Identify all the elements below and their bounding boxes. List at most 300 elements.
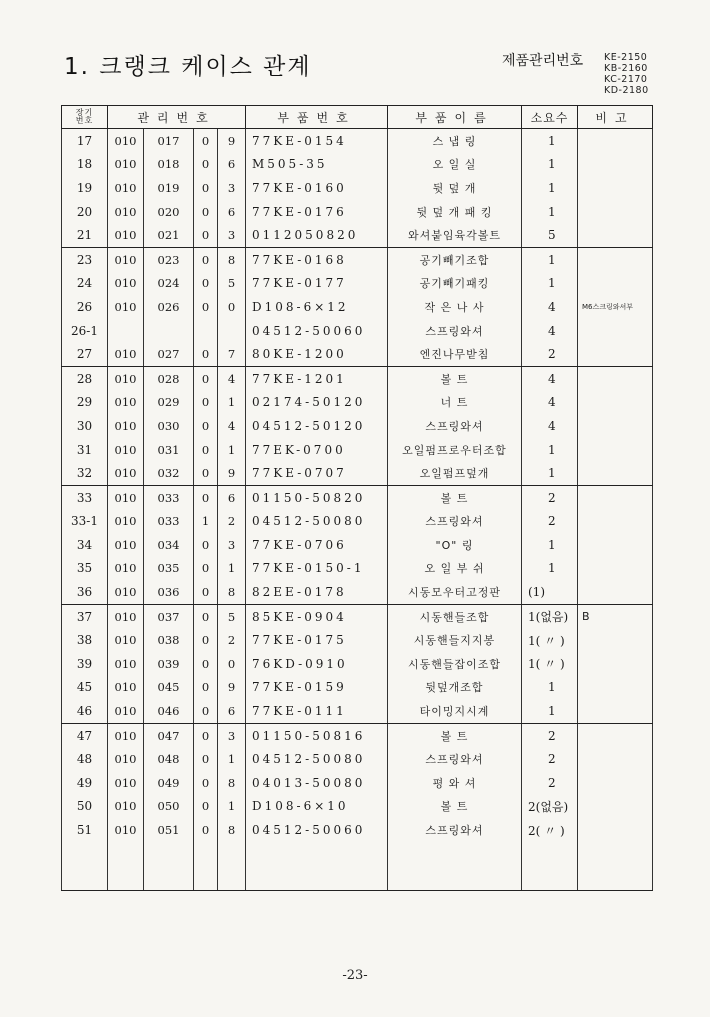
part-number-cell: 77EK-0700 [246, 438, 388, 462]
mgmt-code-d-cell: 3 [218, 723, 246, 747]
part-name-cell: 볼 트 [388, 795, 522, 819]
part-number-cell: 04013-50080 [246, 771, 388, 795]
mgmt-code-b-cell: 036 [144, 580, 194, 604]
mgmt-code-b-cell: 023 [144, 247, 194, 271]
mgmt-code-b-cell: 018 [144, 153, 194, 177]
table-row [62, 366, 653, 390]
quantity-cell: 2 [522, 771, 578, 795]
table-header-row [62, 106, 653, 129]
mgmt-code-a-cell: 010 [108, 747, 144, 771]
mgmt-code-b-cell: 045 [144, 676, 194, 700]
remark-cell: B [578, 604, 653, 628]
header-management-no: 관리번호 [108, 106, 246, 129]
part-name-cell: 볼 트 [388, 366, 522, 390]
part-number-cell: 77KE-1201 [246, 366, 388, 390]
mgmt-code-b-cell: 049 [144, 771, 194, 795]
model-code: KE-2150 [604, 52, 648, 63]
remark-cell [578, 319, 653, 343]
quantity-cell: 1 [522, 461, 578, 485]
page-number: -23- [342, 968, 368, 983]
mgmt-code-a-cell: 010 [108, 699, 144, 723]
mgmt-code-d-cell: 1 [218, 747, 246, 771]
mgmt-code-a-cell: 010 [108, 153, 144, 177]
mgmt-code-c-cell [194, 319, 218, 343]
item-no-cell: 19 [62, 176, 108, 200]
table-row [62, 818, 653, 842]
remark-cell [578, 723, 653, 747]
part-name-cell: 시동핸들조합 [388, 604, 522, 628]
mgmt-code-a-cell: 010 [108, 510, 144, 534]
mgmt-code-a-cell: 010 [108, 604, 144, 628]
part-number-cell: 04512-50060 [246, 319, 388, 343]
remark-cell [578, 176, 653, 200]
quantity-cell: 1 [522, 699, 578, 723]
part-name-cell: 스프링와셔 [388, 319, 522, 343]
mgmt-code-b-cell: 050 [144, 795, 194, 819]
mgmt-code-b-cell: 035 [144, 557, 194, 581]
parts-table-body [62, 129, 653, 891]
part-name-cell: 스프링와셔 [388, 818, 522, 842]
table-row [62, 676, 653, 700]
mgmt-code-b-cell: 019 [144, 176, 194, 200]
table-row [62, 342, 653, 366]
item-no-cell: 39 [62, 652, 108, 676]
mgmt-code-a-cell: 010 [108, 652, 144, 676]
mgmt-code-d-cell: 6 [218, 485, 246, 509]
part-number-cell: 77KE-0177 [246, 272, 388, 296]
table-row [62, 461, 653, 485]
mgmt-code-c-cell: 0 [194, 176, 218, 200]
mgmt-code-a-cell: 010 [108, 391, 144, 415]
part-name-cell: 볼 트 [388, 485, 522, 509]
quantity-cell: 1 [522, 676, 578, 700]
mgmt-code-a-cell: 010 [108, 628, 144, 652]
quantity-cell: 1( 〃 ) [522, 652, 578, 676]
part-number-cell: 77KE-0150-1 [246, 557, 388, 581]
mgmt-code-a-cell: 010 [108, 342, 144, 366]
item-no-cell: 45 [62, 676, 108, 700]
part-name-cell: "O" 링 [388, 533, 522, 557]
mgmt-code-b-cell: 033 [144, 485, 194, 509]
mgmt-code-b-cell: 037 [144, 604, 194, 628]
item-no-cell: 51 [62, 818, 108, 842]
item-no-cell: 46 [62, 699, 108, 723]
table-row [62, 438, 653, 462]
table-row [62, 604, 653, 628]
mgmt-code-a-cell: 010 [108, 771, 144, 795]
mgmt-code-b-cell: 047 [144, 723, 194, 747]
table-row [62, 272, 653, 296]
remark-cell [578, 272, 653, 296]
mgmt-code-c-cell: 0 [194, 342, 218, 366]
mgmt-code-a-cell: 010 [108, 438, 144, 462]
quantity-cell: 1 [522, 533, 578, 557]
remark-cell [578, 342, 653, 366]
item-no-cell: 48 [62, 747, 108, 771]
mgmt-code-b-cell: 024 [144, 272, 194, 296]
part-name-cell: 오 일 부 쉬 [388, 557, 522, 581]
quantity-cell: 2 [522, 723, 578, 747]
table-row [62, 795, 653, 819]
remark-cell [578, 699, 653, 723]
section-title: 1. 크랭크 케이스 관계 [64, 54, 312, 80]
item-no-cell: 26 [62, 295, 108, 319]
mgmt-code-d-cell: 0 [218, 295, 246, 319]
mgmt-code-a-cell: 010 [108, 461, 144, 485]
empty-cell [144, 842, 194, 891]
mgmt-code-a-cell: 010 [108, 580, 144, 604]
table-row [62, 771, 653, 795]
mgmt-code-a-cell: 010 [108, 795, 144, 819]
mgmt-code-a-cell: 010 [108, 818, 144, 842]
part-name-cell: 오일펌프로우터조합 [388, 438, 522, 462]
mgmt-code-b-cell: 020 [144, 200, 194, 224]
empty-cell [522, 842, 578, 891]
table-row [62, 699, 653, 723]
remark-cell [578, 818, 653, 842]
item-no-cell: 50 [62, 795, 108, 819]
part-name-cell: 공기빼기조합 [388, 247, 522, 271]
parts-table [61, 105, 653, 891]
part-name-cell: 스프링와셔 [388, 510, 522, 534]
mgmt-code-d-cell: 1 [218, 438, 246, 462]
quantity-cell: 1 [522, 247, 578, 271]
remark-cell [578, 414, 653, 438]
mgmt-code-d-cell: 2 [218, 628, 246, 652]
header-part-name: 부품이름 [388, 106, 522, 129]
mgmt-code-a-cell: 010 [108, 557, 144, 581]
table-row [62, 176, 653, 200]
header-quantity: 소요수 [522, 106, 578, 129]
header-item-no: 장기 번호 [62, 106, 108, 129]
mgmt-code-a-cell: 010 [108, 272, 144, 296]
mgmt-code-d-cell: 3 [218, 533, 246, 557]
mgmt-code-c-cell: 0 [194, 247, 218, 271]
part-name-cell: 볼 트 [388, 723, 522, 747]
part-number-cell: 77KE-0707 [246, 461, 388, 485]
quantity-cell: 1 [522, 272, 578, 296]
item-no-cell: 24 [62, 272, 108, 296]
mgmt-code-a-cell: 010 [108, 129, 144, 153]
item-no-cell: 36 [62, 580, 108, 604]
part-number-cell: 77KE-0160 [246, 176, 388, 200]
mgmt-code-b-cell: 048 [144, 747, 194, 771]
quantity-cell: 1 [522, 438, 578, 462]
mgmt-code-c-cell: 0 [194, 272, 218, 296]
quantity-cell: 1( 〃 ) [522, 628, 578, 652]
part-name-cell: 오일펌프덮개 [388, 461, 522, 485]
mgmt-code-a-cell: 010 [108, 200, 144, 224]
item-no-cell: 30 [62, 414, 108, 438]
part-number-cell: 77KE-0176 [246, 200, 388, 224]
empty-cell [194, 842, 218, 891]
part-number-cell: 04512-50080 [246, 747, 388, 771]
mgmt-code-d-cell: 9 [218, 461, 246, 485]
part-number-cell: D108-6×12 [246, 295, 388, 319]
remark-cell [578, 533, 653, 557]
mgmt-code-d-cell: 1 [218, 391, 246, 415]
mgmt-code-d-cell: 5 [218, 604, 246, 628]
part-name-cell: 엔진나무받침 [388, 342, 522, 366]
mgmt-code-c-cell: 0 [194, 723, 218, 747]
mgmt-code-c-cell: 0 [194, 628, 218, 652]
table-row [62, 223, 653, 247]
quantity-cell: 2( 〃 ) [522, 818, 578, 842]
empty-cell [218, 842, 246, 891]
part-name-cell: 스프링와셔 [388, 747, 522, 771]
quantity-cell: 2(없음) [522, 795, 578, 819]
table-row [62, 200, 653, 224]
remark-cell [578, 771, 653, 795]
part-number-cell: 04512-50060 [246, 818, 388, 842]
remark-cell [578, 676, 653, 700]
mgmt-code-c-cell: 0 [194, 391, 218, 415]
mgmt-code-b-cell: 026 [144, 295, 194, 319]
quantity-cell: 2 [522, 485, 578, 509]
part-number-cell: M505-35 [246, 153, 388, 177]
mgmt-code-b-cell: 032 [144, 461, 194, 485]
mgmt-code-c-cell: 0 [194, 461, 218, 485]
part-number-cell: 04512-50080 [246, 510, 388, 534]
mgmt-code-c-cell: 0 [194, 580, 218, 604]
mgmt-code-b-cell [144, 319, 194, 343]
remark-cell [578, 510, 653, 534]
mgmt-code-d-cell: 3 [218, 176, 246, 200]
mgmt-code-d-cell: 8 [218, 580, 246, 604]
remark-cell [578, 580, 653, 604]
mgmt-code-d-cell: 8 [218, 818, 246, 842]
item-no-cell: 31 [62, 438, 108, 462]
mgmt-code-d-cell: 8 [218, 247, 246, 271]
remark-cell: M6스크링와셔부 [578, 295, 653, 319]
mgmt-code-a-cell: 010 [108, 176, 144, 200]
item-no-cell: 17 [62, 129, 108, 153]
mgmt-code-d-cell: 6 [218, 200, 246, 224]
mgmt-code-a-cell: 010 [108, 533, 144, 557]
part-number-cell: 77KE-0159 [246, 676, 388, 700]
table-row [62, 580, 653, 604]
mgmt-code-c-cell: 0 [194, 652, 218, 676]
mgmt-code-d-cell: 4 [218, 414, 246, 438]
mgmt-code-c-cell: 0 [194, 533, 218, 557]
part-name-cell: 시동모우터고정판 [388, 580, 522, 604]
part-number-cell: 01150-50816 [246, 723, 388, 747]
mgmt-code-a-cell: 010 [108, 366, 144, 390]
quantity-cell: 1 [522, 153, 578, 177]
mgmt-code-d-cell: 8 [218, 771, 246, 795]
item-no-cell: 28 [62, 366, 108, 390]
part-number-cell: 85KE-0904 [246, 604, 388, 628]
part-number-cell: 82EE-0178 [246, 580, 388, 604]
quantity-cell: 1 [522, 557, 578, 581]
mgmt-code-a-cell: 010 [108, 723, 144, 747]
header-remark: 비고 [578, 106, 653, 129]
item-no-cell: 26-1 [62, 319, 108, 343]
part-number-cell: 77KE-0706 [246, 533, 388, 557]
table-row [62, 153, 653, 177]
empty-cell [62, 842, 108, 891]
part-name-cell: 공기빼기패킹 [388, 272, 522, 296]
item-no-cell: 37 [62, 604, 108, 628]
remark-cell [578, 628, 653, 652]
mgmt-code-b-cell: 038 [144, 628, 194, 652]
remark-cell [578, 438, 653, 462]
item-no-cell: 27 [62, 342, 108, 366]
quantity-cell: 1(없음) [522, 604, 578, 628]
mgmt-code-b-cell: 031 [144, 438, 194, 462]
part-number-cell: 77KE-0154 [246, 129, 388, 153]
mgmt-code-c-cell: 0 [194, 200, 218, 224]
part-name-cell: 뒷 덮 개 [388, 176, 522, 200]
table-row [62, 557, 653, 581]
mgmt-code-d-cell: 9 [218, 129, 246, 153]
remark-cell [578, 461, 653, 485]
item-no-cell: 38 [62, 628, 108, 652]
table-row [62, 628, 653, 652]
mgmt-code-c-cell: 0 [194, 795, 218, 819]
mgmt-code-c-cell: 0 [194, 485, 218, 509]
part-number-cell: 77KE-0175 [246, 628, 388, 652]
item-no-cell: 29 [62, 391, 108, 415]
quantity-cell: 1 [522, 129, 578, 153]
part-name-cell: 평 와 셔 [388, 771, 522, 795]
table-blank-row [62, 842, 653, 891]
mgmt-code-a-cell: 010 [108, 295, 144, 319]
part-name-cell: 스프링와셔 [388, 414, 522, 438]
mgmt-code-b-cell: 046 [144, 699, 194, 723]
mgmt-code-d-cell: 6 [218, 153, 246, 177]
mgmt-code-b-cell: 033 [144, 510, 194, 534]
quantity-cell: 1 [522, 176, 578, 200]
quantity-cell: 4 [522, 319, 578, 343]
mgmt-code-c-cell: 0 [194, 223, 218, 247]
table-row [62, 510, 653, 534]
part-name-cell: 오 일 실 [388, 153, 522, 177]
quantity-cell: 5 [522, 223, 578, 247]
mgmt-code-d-cell: 1 [218, 557, 246, 581]
remark-cell [578, 366, 653, 390]
mgmt-code-d-cell: 1 [218, 795, 246, 819]
table-row [62, 652, 653, 676]
item-no-cell: 49 [62, 771, 108, 795]
remark-cell [578, 153, 653, 177]
part-name-cell: 시동핸들지지봉 [388, 628, 522, 652]
mgmt-code-a-cell: 010 [108, 223, 144, 247]
empty-cell [246, 842, 388, 891]
remark-cell [578, 247, 653, 271]
part-name-cell: 시동핸들잡이조합 [388, 652, 522, 676]
remark-cell [578, 223, 653, 247]
mgmt-code-d-cell: 3 [218, 223, 246, 247]
remark-cell [578, 391, 653, 415]
mgmt-code-c-cell: 0 [194, 747, 218, 771]
item-no-cell: 23 [62, 247, 108, 271]
part-name-cell: 타이밍지시계 [388, 699, 522, 723]
mgmt-code-c-cell: 0 [194, 818, 218, 842]
mgmt-code-b-cell: 027 [144, 342, 194, 366]
part-number-cell: 77KE-0111 [246, 699, 388, 723]
quantity-cell: 2 [522, 510, 578, 534]
remark-cell [578, 795, 653, 819]
table-row [62, 295, 653, 319]
product-management-label: 제품관리번호 [502, 53, 584, 69]
part-name-cell: 뒷덮개조합 [388, 676, 522, 700]
part-name-cell: 작 은 나 사 [388, 295, 522, 319]
table-row [62, 533, 653, 557]
mgmt-code-a-cell: 010 [108, 414, 144, 438]
item-no-cell: 34 [62, 533, 108, 557]
quantity-cell: 2 [522, 342, 578, 366]
item-no-cell: 21 [62, 223, 108, 247]
mgmt-code-b-cell: 030 [144, 414, 194, 438]
part-name-cell: 스 냅 링 [388, 129, 522, 153]
model-list [604, 52, 649, 96]
part-name-cell: 너 트 [388, 391, 522, 415]
item-no-cell: 20 [62, 200, 108, 224]
quantity-cell: (1) [522, 580, 578, 604]
item-no-cell: 32 [62, 461, 108, 485]
mgmt-code-d-cell: 0 [218, 652, 246, 676]
table-row [62, 319, 653, 343]
table-row [62, 391, 653, 415]
part-name-cell: 뒷 덮 개 패 킹 [388, 200, 522, 224]
item-no-cell: 47 [62, 723, 108, 747]
table-row [62, 414, 653, 438]
remark-cell [578, 652, 653, 676]
item-no-cell: 33-1 [62, 510, 108, 534]
mgmt-code-d-cell: 2 [218, 510, 246, 534]
header-part-no: 부품번호 [246, 106, 388, 129]
mgmt-code-c-cell: 0 [194, 438, 218, 462]
remark-cell [578, 747, 653, 771]
mgmt-code-b-cell: 051 [144, 818, 194, 842]
empty-cell [108, 842, 144, 891]
quantity-cell: 2 [522, 747, 578, 771]
table-row [62, 485, 653, 509]
mgmt-code-b-cell: 039 [144, 652, 194, 676]
mgmt-code-a-cell: 010 [108, 676, 144, 700]
mgmt-code-d-cell: 4 [218, 366, 246, 390]
quantity-cell: 4 [522, 366, 578, 390]
item-no-cell: 35 [62, 557, 108, 581]
mgmt-code-b-cell: 034 [144, 533, 194, 557]
mgmt-code-d-cell [218, 319, 246, 343]
empty-cell [388, 842, 522, 891]
mgmt-code-c-cell: 0 [194, 699, 218, 723]
part-number-cell: 76KD-0910 [246, 652, 388, 676]
mgmt-code-a-cell: 010 [108, 485, 144, 509]
part-number-cell: 80KE-1200 [246, 342, 388, 366]
table-row [62, 247, 653, 271]
mgmt-code-d-cell: 6 [218, 699, 246, 723]
remark-cell [578, 557, 653, 581]
mgmt-code-c-cell: 0 [194, 414, 218, 438]
mgmt-code-c-cell: 0 [194, 153, 218, 177]
mgmt-code-b-cell: 028 [144, 366, 194, 390]
table-row [62, 747, 653, 771]
part-number-cell: 0112050820 [246, 223, 388, 247]
mgmt-code-c-cell: 1 [194, 510, 218, 534]
empty-cell [578, 842, 653, 891]
mgmt-code-c-cell: 0 [194, 557, 218, 581]
table-row [62, 129, 653, 153]
mgmt-code-c-cell: 0 [194, 771, 218, 795]
remark-cell [578, 485, 653, 509]
quantity-cell: 4 [522, 295, 578, 319]
quantity-cell: 1 [522, 200, 578, 224]
part-number-cell: 02174-50120 [246, 391, 388, 415]
quantity-cell: 4 [522, 414, 578, 438]
